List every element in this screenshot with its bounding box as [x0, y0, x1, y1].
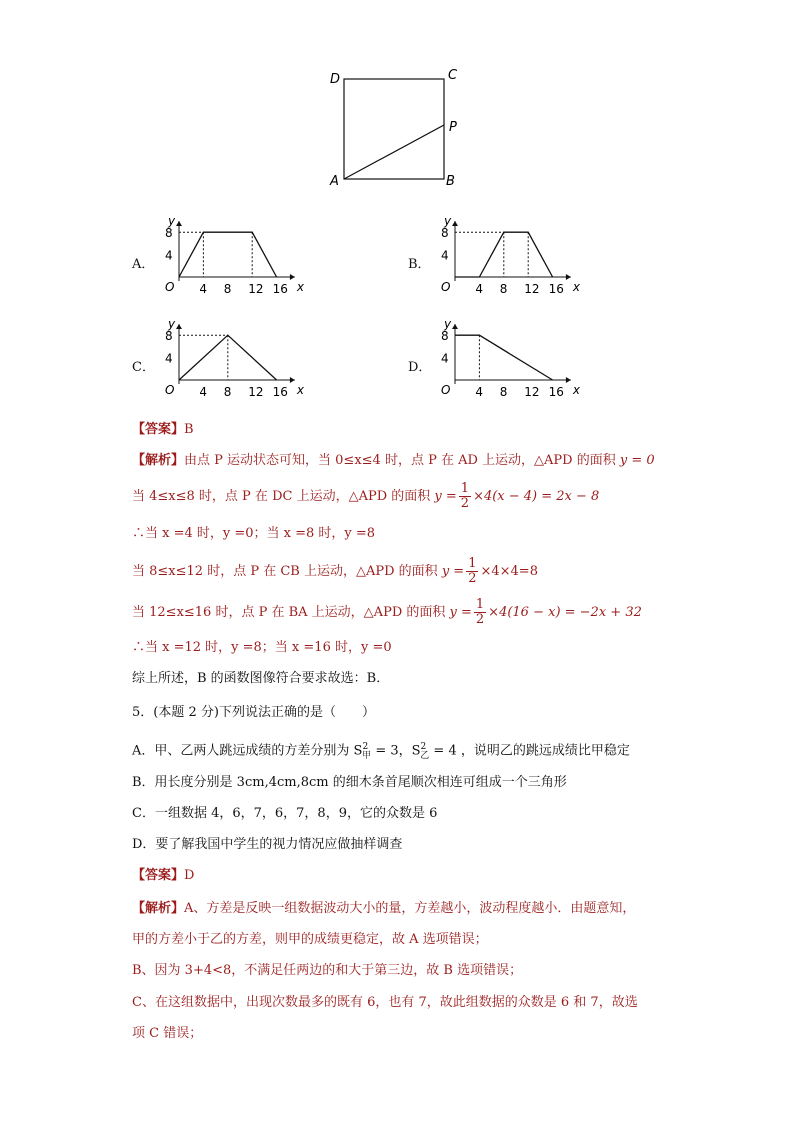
y-tick-label: 4 [441, 248, 449, 263]
x-tick-label: 4 [199, 282, 208, 295]
option-letter: C． [132, 360, 155, 375]
y-tick-label: 4 [441, 351, 449, 366]
y-arrow [176, 221, 182, 226]
label-c: C [448, 68, 458, 83]
x-arrow [290, 274, 295, 280]
fraction-half: $\frac{1}{2}$ [475, 597, 485, 627]
square-figure [320, 65, 470, 195]
q5-option-c: C．一组数据 4，6，7，6，7，8，9，它的众数是 6 [132, 806, 438, 821]
x-tick-label: 12 [248, 385, 264, 398]
x-arrow [290, 377, 295, 383]
label-b: B [446, 174, 455, 189]
function-graph [455, 335, 553, 380]
label-d: D [330, 72, 341, 87]
function-graph [179, 335, 277, 380]
q5-analysis-line-3: B、因为 3+4<8，不满足任两边的和大于第三边，故 B 选项错误； [132, 963, 523, 978]
q5-analysis-line-1: 【解析】A、方差是反映一组数据波动大小的量，方差越小，波动程度越小．由题意知， [132, 901, 636, 916]
x-tick-label: 16 [272, 385, 288, 398]
q5-answer: 【答案】D [132, 868, 195, 883]
x-tick-label: 8 [499, 385, 508, 398]
x-tick-label: 8 [499, 282, 508, 295]
q5-analysis-line-4: C、在这组数据中，出现次数最多的既有 6，也有 7，故此组数据的众数是 6 和 7，故选 [132, 995, 638, 1010]
x-tick-label: 16 [272, 282, 288, 295]
y-tick-label: 8 [165, 329, 173, 344]
q5-analysis-line-2: 甲的方差小于乙的方差，则甲的成绩更稳定，故 A 选项错误； [132, 932, 488, 947]
q4-analysis-line-5: 当 12≤x≤16 时，点 P 在 BA 上运动，△APD 的面积 y = $\frac{1}{2}$ ×4(16 − x) = −2x + 32 [132, 597, 642, 627]
x-arrow [566, 377, 571, 383]
y-axis-label: y [168, 215, 176, 228]
y-tick-label: 8 [441, 329, 449, 344]
x-axis-label: x [296, 280, 305, 294]
y-arrow [452, 221, 458, 226]
origin-label: O [441, 383, 451, 397]
q4-analysis-line-6: ∴当 x =12 时，y =8；当 x =16 时，y =0 [132, 640, 392, 655]
origin-label: O [165, 280, 175, 294]
q4-analysis-line-4: 当 8≤x≤12 时，点 P 在 CB 上运动，△APD 的面积 y = $\frac{1}{2}$ ×4×4=8 [132, 556, 538, 586]
function-graph [455, 232, 553, 277]
x-tick-label: 4 [475, 385, 484, 398]
label-a: A [330, 174, 339, 189]
q5-option-b: B．用长度分别是 3cm,4cm,8cm 的细木条首尾顺次相连可组成一个三角形 [132, 775, 567, 790]
q4-analysis-line-2: 当 4≤x≤8 时，点 P 在 DC 上运动，△APD 的面积 y = $\frac{1}{2}$ ×4(x − 4) = 2x − 8 [132, 481, 600, 511]
label-p: P [449, 120, 457, 135]
q4-analysis-line-3: ∴当 x =4 时，y =0；当 x =8 时，y =8 [132, 526, 376, 541]
x-tick-label: 4 [199, 385, 208, 398]
y-tick-label: 8 [165, 226, 173, 241]
fraction-half: $\frac{1}{2}$ [468, 556, 477, 586]
origin-label: O [441, 280, 451, 294]
x-arrow [566, 274, 571, 280]
q5-option-a: A．甲、乙两人跳远成绩的方差分别为 $S^2_甲 = 3$，$S^2_乙 = 4$ ，说明乙的跳远成绩比甲稳定 [132, 742, 630, 761]
y-axis-label: y [168, 318, 176, 331]
q5-stem: 5．(本题 2 分)下列说法正确的是（ ） [132, 705, 375, 720]
x-tick-label: 12 [524, 385, 540, 398]
x-tick-label: 8 [223, 282, 232, 295]
y-arrow [452, 324, 458, 329]
q5-analysis-line-5: 项 C 错误； [132, 1026, 203, 1041]
x-tick-label: 4 [475, 282, 484, 295]
origin-label: O [165, 383, 175, 397]
option-letter: D． [408, 360, 432, 375]
option-letter: B． [408, 257, 431, 272]
x-tick-label: 16 [548, 385, 564, 398]
y-arrow [176, 324, 182, 329]
q4-answer: 【答案】B [132, 422, 194, 437]
y-tick-label: 4 [165, 248, 173, 263]
option-letter: A． [132, 257, 155, 272]
q4-analysis-line-1: 【解析】由点 P 运动状态可知，当 0≤x≤4 时，点 P 在 AD 上运动，△APD 的面积 y = 0 [132, 453, 655, 468]
y-axis-label: y [444, 215, 452, 228]
q5-option-d: D．要了解我国中学生的视力情况应做抽样调查 [132, 837, 403, 852]
function-graph [179, 232, 277, 277]
fraction-half: $\frac{1}{2}$ [460, 481, 470, 511]
x-axis-label: x [572, 383, 581, 397]
y-tick-label: 8 [441, 226, 449, 241]
y-axis-label: y [444, 318, 452, 331]
y-tick-label: 4 [165, 351, 173, 366]
x-axis-label: x [296, 383, 305, 397]
x-tick-label: 12 [524, 282, 540, 295]
x-tick-label: 16 [548, 282, 564, 295]
q4-conclusion: 综上所述，B 的函数图像符合要求故选：B． [132, 671, 390, 686]
x-tick-label: 12 [248, 282, 264, 295]
x-axis-label: x [572, 280, 581, 294]
x-tick-label: 8 [223, 385, 232, 398]
